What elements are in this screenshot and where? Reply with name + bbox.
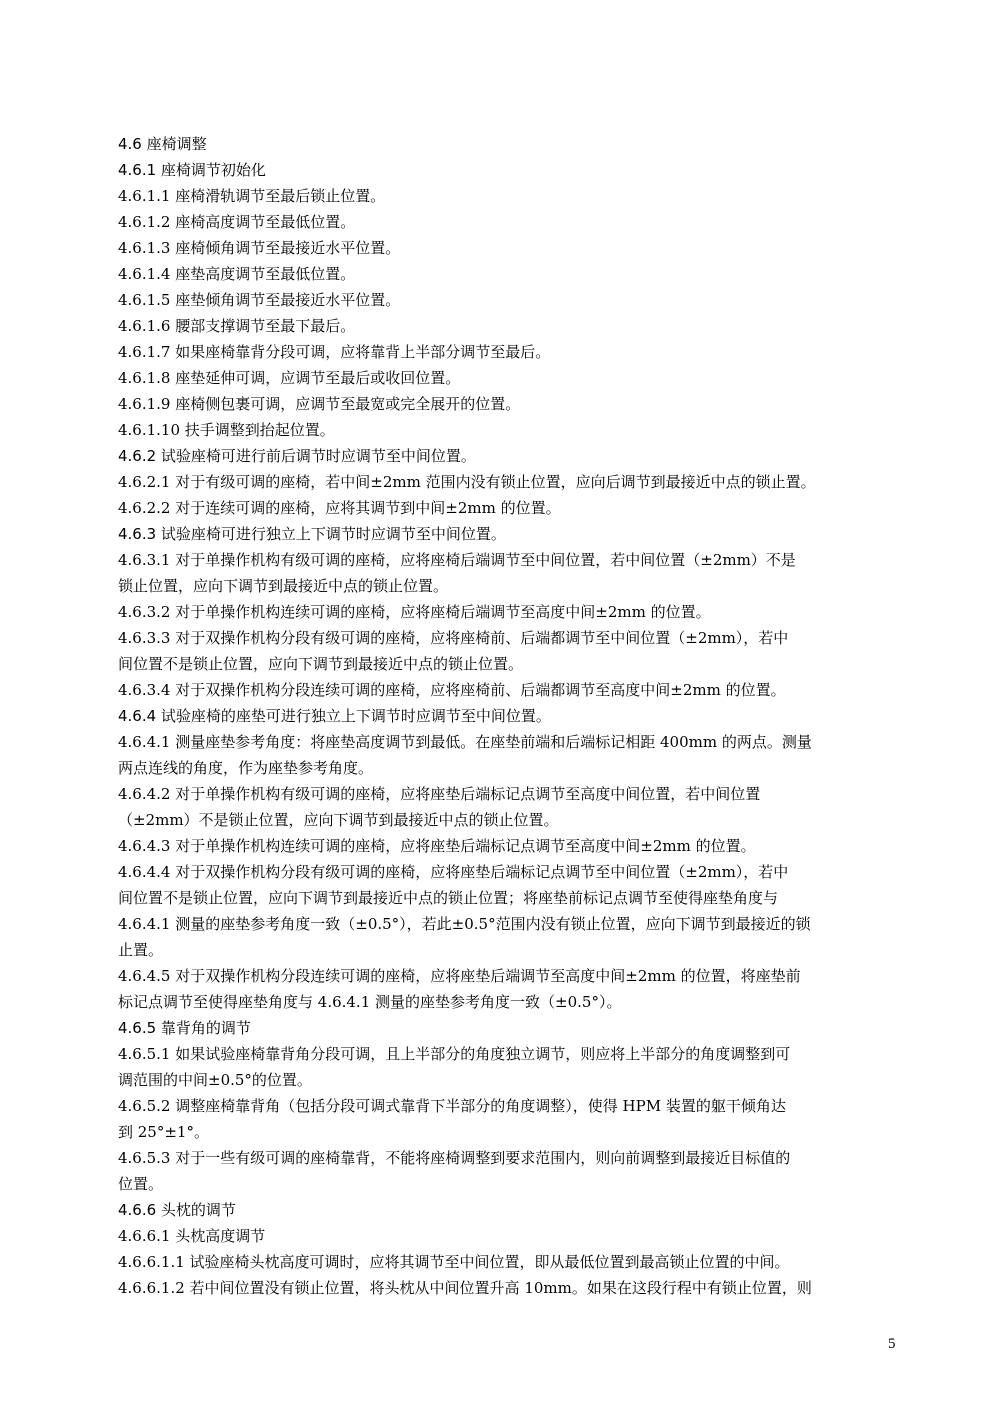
text-line: 标记点调节至使得座垫角度与 4.6.4.1 测量的座垫参考角度一致（±0.5°）。 bbox=[118, 993, 622, 1011]
text-line: 4.6.1.6 腰部支撑调节至最下最后。 bbox=[118, 317, 356, 335]
text-line: 4.6.1.7 如果座椅靠背分段可调，应将靠背上半部分调节至最后。 bbox=[118, 343, 551, 361]
text-line: 锁止位置，应向下调节到最接近中点的锁止位置。 bbox=[118, 577, 449, 595]
text-line: 位置。 bbox=[118, 1175, 164, 1193]
text-line: 4.6.3.2 对于单操作机构连续可调的座椅，应将座椅后端调节至高度中间±2mm 的位置。 bbox=[118, 603, 711, 621]
text-line: 4.6.2.1 对于有级可调的座椅，若中间±2mm 范围内没有锁止位置，应向后调节到最接近中点的锁止置。 bbox=[118, 473, 816, 491]
text-line: 4.6.4.1 测量座垫参考角度：将座垫高度调节到最低。在座垫前端和后端标记相距 400mm 的两点。测量 bbox=[118, 733, 812, 751]
text-line: 4.6.5.2 调整座椅靠背角（包括分段可调式靠背下半部分的角度调整），使得 HPM 装置的躯干倾角达 bbox=[118, 1097, 786, 1115]
text-line: 4.6.2.2 对于连续可调的座椅，应将其调节到中间±2mm 的位置。 bbox=[118, 499, 561, 517]
text-line: 间位置不是锁止位置，应向下调节到最接近中点的锁止位置；将座垫前标记点调节至使得座垫角度与 bbox=[118, 889, 779, 907]
document-body bbox=[118, 131, 908, 1301]
text-line: 4.6.3.4 对于双操作机构分段连续可调的座椅，应将座椅前、后端都调节至高度中间±2mm 的位置。 bbox=[118, 681, 786, 699]
text-line: 4.6.6.1.2 若中间位置没有锁止位置，将头枕从中间位置升高 10mm。如果在这段行程中有锁止位置，则 bbox=[118, 1279, 812, 1297]
text-line: 4.6.3.1 对于单操作机构有级可调的座椅，应将座椅后端调节至中间位置，若中间位置（±2mm）不是 bbox=[118, 551, 796, 569]
section-heading: 4.6.5 靠背角的调节 bbox=[118, 1019, 251, 1037]
text-line: 4.6.5.3 对于一些有级可调的座椅靠背，不能将座椅调整到要求范围内，则向前调整到最接近目标值的 bbox=[118, 1149, 791, 1167]
text-line: 到 25°±1°。 bbox=[118, 1123, 209, 1141]
section-heading: 4.6.4 试验座椅的座垫可进行独立上下调节时应调节至中间位置。 bbox=[118, 707, 551, 725]
text-line: 4.6.1.1 座椅滑轨调节至最后锁止位置。 bbox=[118, 187, 386, 205]
text-line: 4.6.4.4 对于双操作机构分段有级可调的座椅，应将座垫后端标记点调节至中间位置（±2mm），若中 bbox=[118, 863, 789, 881]
text-line: 4.6.5.1 如果试验座椅靠背角分段可调，且上半部分的角度独立调节，则应将上半部分的角度调整到可 bbox=[118, 1045, 791, 1063]
text-line: 4.6.4.3 对于单操作机构连续可调的座椅，应将座垫后端标记点调节至高度中间±2mm 的位置。 bbox=[118, 837, 756, 855]
text-line: 4.6.4.2 对于单操作机构有级可调的座椅，应将座垫后端标记点调节至高度中间位置，若中间位置 bbox=[118, 785, 761, 803]
text-line: 4.6.6.1 头枕高度调节 bbox=[118, 1227, 266, 1245]
text-line: 4.6.6.1.1 试验座椅头枕高度可调时，应将其调节至中间位置，即从最低位置到最高锁止位置的中间。 bbox=[118, 1253, 790, 1271]
text-line: 4.6.1.9 座椅侧包裹可调，应调节至最宽或完全展开的位置。 bbox=[118, 395, 521, 413]
text-line: （±2mm）不是锁止位置，应向下调节到最接近中点的锁止位置。 bbox=[118, 811, 559, 829]
page-number: 5 bbox=[888, 1336, 896, 1352]
section-heading: 4.6.6 头枕的调节 bbox=[118, 1201, 236, 1219]
text-line: 4.6.1.8 座垫延伸可调，应调节至最后或收回位置。 bbox=[118, 369, 461, 387]
text-line: 4.6.1.10 扶手调整到抬起位置。 bbox=[118, 421, 335, 439]
text-line: 4.6.1.2 座椅高度调节至最低位置。 bbox=[118, 213, 356, 231]
section-heading: 4.6 座椅调整 bbox=[118, 135, 207, 153]
text-line: 4.6.1.4 座垫高度调节至最低位置。 bbox=[118, 265, 356, 283]
text-line: 4.6.4.1 测量的座垫参考角度一致（±0.5°），若此±0.5°范围内没有锁止位置，应向下调节到最接近的锁 bbox=[118, 915, 811, 933]
text-line: 4.6.1.5 座垫倾角调节至最接近水平位置。 bbox=[118, 291, 401, 309]
section-heading: 4.6.1 座椅调节初始化 bbox=[118, 161, 266, 179]
text-line: 调范围的中间±0.5°的位置。 bbox=[118, 1071, 312, 1089]
text-line: 4.6.1.3 座椅倾角调节至最接近水平位置。 bbox=[118, 239, 401, 257]
text-line: 4.6.3.3 对于双操作机构分段有级可调的座椅，应将座椅前、后端都调节至中间位置（±2mm），若中 bbox=[118, 629, 789, 647]
text-line: 止置。 bbox=[118, 941, 164, 959]
section-heading: 4.6.2 试验座椅可进行前后调节时应调节至中间位置。 bbox=[118, 447, 476, 465]
text-line: 两点连线的角度，作为座垫参考角度。 bbox=[118, 759, 374, 777]
text-line: 4.6.4.5 对于双操作机构分段连续可调的座椅，应将座垫后端调节至高度中间±2mm 的位置，将座垫前 bbox=[118, 967, 801, 985]
section-heading: 4.6.3 试验座椅可进行独立上下调节时应调节至中间位置。 bbox=[118, 525, 506, 543]
text-line: 间位置不是锁止位置，应向下调节到最接近中点的锁止位置。 bbox=[118, 655, 524, 673]
